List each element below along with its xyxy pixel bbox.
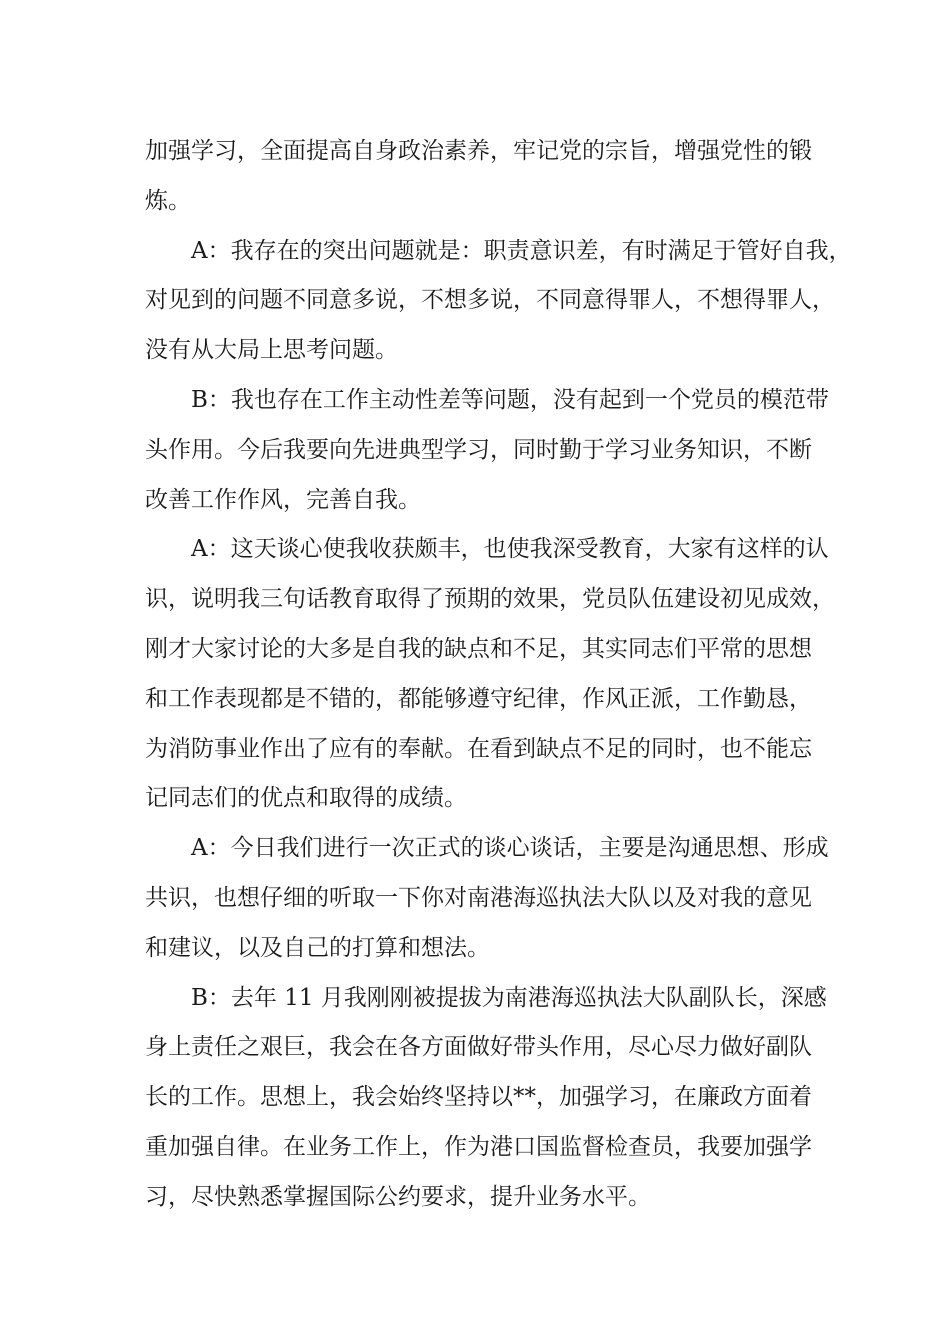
text-line: 没有从大局上思考问题。 <box>145 337 398 364</box>
text-line: B：去年 11 月我刚刚被提拔为南港海巡执法大队副队长，深感 <box>191 984 827 1011</box>
paragraph-1 <box>145 127 835 227</box>
text-line: 记同志们的优点和取得的成绩。 <box>145 785 467 812</box>
text-line: 对见到的问题不同意多说，不想多说，不同意得罪人，不想得罪人， <box>145 287 835 314</box>
text-line: 重加强自律。在业务工作上，作为港口国监督检查员，我要加强学 <box>145 1133 812 1160</box>
paragraph-3 <box>145 376 835 525</box>
text-line: 身上责任之艰巨，我会在各方面做好带头作用，尽心尽力做好副队 <box>145 1034 812 1061</box>
text-line: A：我存在的突出问题就是：职责意识差，有时满足于管好自我， <box>191 237 852 264</box>
text-line: A：这天谈心使我收获颇丰，也使我深受教育，大家有这样的认 <box>191 536 829 563</box>
document-body <box>145 127 852 1223</box>
text-line: 长的工作。思想上，我会始终坚持以**，加强学习，在廉政方面着 <box>145 1084 812 1111</box>
text-line: B：我也存在工作主动性差等问题，没有起到一个党员的模范带 <box>191 386 829 413</box>
text-line: 改善工作作风，完善自我。 <box>145 486 421 513</box>
text-line: 炼。 <box>145 187 191 214</box>
text-line: 和建议，以及自己的打算和想法。 <box>145 934 490 961</box>
text-line: 头作用。今后我要向先进典型学习，同时勤于学习业务知识，不断 <box>145 436 812 463</box>
text-line: 习，尽快熟悉掌握国际公约要求，提升业务水平。 <box>145 1183 651 1210</box>
text-line: 和工作表现都是不错的，都能够遵守纪律，作风正派，工作勤恳， <box>145 685 812 712</box>
text-line: 为消防事业作出了应有的奉献。在看到缺点不足的同时，也不能忘 <box>145 735 812 762</box>
text-line: 共识，也想仔细的听取一下你对南港海巡执法大队以及对我的意见 <box>145 884 812 911</box>
text-line: A：今日我们进行一次正式的谈心谈话，主要是沟通思想、形成 <box>191 835 829 862</box>
paragraph-5 <box>145 824 835 973</box>
text-line: 加强学习，全面提高自身政治素养，牢记党的宗旨，增强党性的锻 <box>145 138 812 164</box>
paragraph-4 <box>145 525 835 824</box>
text-line: 刚才大家讨论的大多是自我的缺点和不足，其实同志们平常的思想 <box>145 635 812 662</box>
paragraph-2 <box>145 227 852 376</box>
paragraph-6 <box>145 974 835 1223</box>
text-line: 识，说明我三句话教育取得了预期的效果，党员队伍建设初见成效， <box>145 586 835 613</box>
